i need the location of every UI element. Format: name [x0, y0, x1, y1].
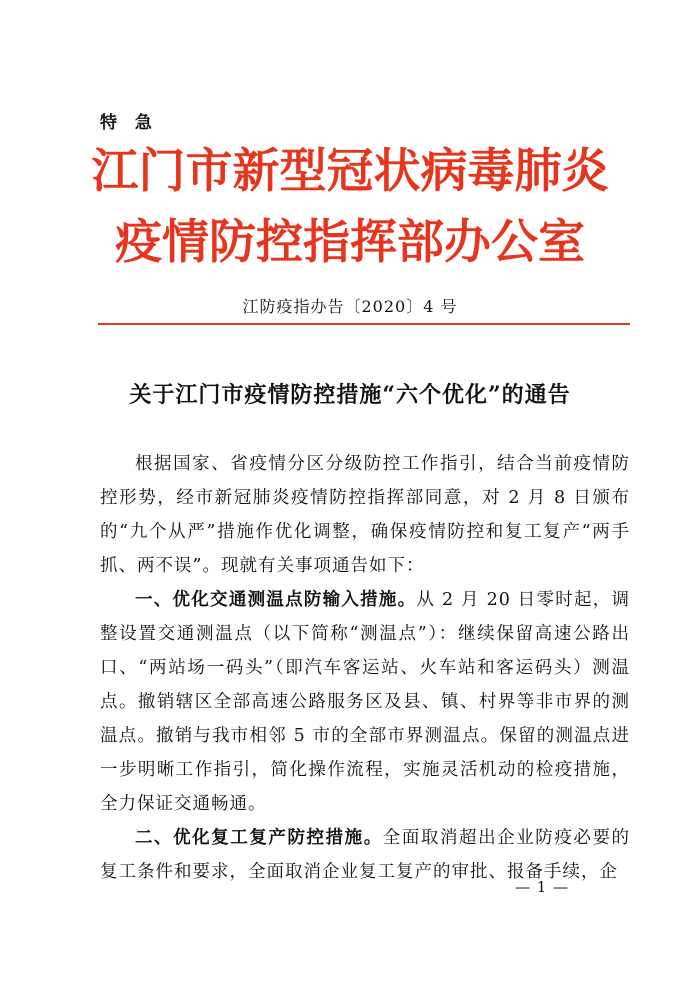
issuer-title-line-2: 疫情防控指挥部办公室: [115, 215, 585, 270]
paragraph-intro: 根据国家、省疫情分区分级防控工作指引，结合当前疫情防控形势，经市新冠肺炎疫情防控指挥部同意，对 2 月 8 日颁布的“九个从严”措施作优化调整，确保疫情防控和复工复产“两手抓、两不误”。现就有关事项通告如下：: [100, 454, 630, 576]
document-number: 江防疫指办告〔2020〕4 号: [242, 297, 458, 316]
section-2-text: 全面取消超出企业防疫必要的复工条件和要求，全面取消企业复工复产的审批、报备手续，企: [100, 828, 631, 882]
notice-title: 关于江门市疫情防控措施“六个优化”的通告: [129, 382, 571, 408]
page-number: — 1 —: [515, 878, 570, 896]
paragraph-section-1: [100, 583, 630, 821]
section-1-text: 从 2 月 20 日零时起，调整设置交通测温点（以下简称“测温点”）：继续保留高速公路出口、“两站场一码头”（即汽车客运站、火车站和客运码头）测温点。撤销辖区全部高速公路服务区及县、镇、村界等非市界的测温点。撤销与我市相邻 5 市的全部市界测温点。保留的测温点进一步明晰工作指引，简化操作流程，实施灵活机动的检疫措施，全力保证交通畅通。: [100, 590, 631, 814]
urgency-label: 特 急: [100, 113, 158, 133]
section-2-heading: 二、优化复工复产防控措施。: [135, 828, 383, 848]
issuer-title-line-1: 江门市新型冠状病毒肺炎: [91, 144, 609, 199]
section-1-heading: 一、优化交通测温点防输入措施。: [135, 590, 417, 610]
header-divider: [98, 323, 630, 325]
document-body: [100, 447, 630, 889]
